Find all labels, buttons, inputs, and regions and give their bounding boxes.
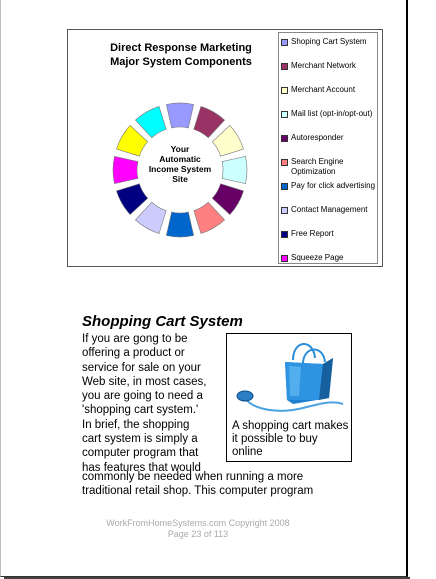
pie-slice <box>135 202 166 233</box>
pie-slice <box>116 184 147 215</box>
body-line: traditional retail shop. This computer program <box>82 485 314 498</box>
pie-slice <box>113 156 138 183</box>
center-label-line: Site <box>172 174 188 184</box>
body-line: If you are gong to be <box>82 333 188 345</box>
legend-label: Pay for click advertising <box>291 181 376 190</box>
legend-entry <box>281 85 377 95</box>
figure-box <box>226 333 352 462</box>
legend-label: Merchant Network <box>291 61 356 70</box>
legend-label: Merchant Account <box>291 85 356 94</box>
section-heading: Shopping Cart System <box>82 313 243 330</box>
page-margin <box>410 0 436 579</box>
legend-label: Autoresponder <box>291 133 344 142</box>
pie-slice <box>166 212 193 237</box>
pie-slice <box>166 103 193 128</box>
legend-label: Search Engine Optimization <box>291 157 344 176</box>
body-text-full <box>82 470 352 499</box>
body-text-wrapped <box>82 332 222 475</box>
footer-page-number: Page 23 of 113 <box>167 529 229 539</box>
body-line: cart system is simply a <box>82 433 198 446</box>
center-label-line: Income System <box>148 164 212 174</box>
legend-label: Squeeze Page <box>291 253 344 262</box>
legend-swatch <box>281 183 288 190</box>
pie-slice <box>194 106 225 137</box>
legend-entry <box>281 37 377 47</box>
chart-legend <box>278 32 378 264</box>
pie-slice <box>212 125 243 156</box>
body-line: commonly be needed when running a more <box>82 471 304 483</box>
legend-swatch <box>281 87 288 94</box>
legend-entry <box>281 133 377 143</box>
body-line: In brief, the shopping <box>82 418 190 431</box>
chart-title-line: Major System Components <box>110 56 252 68</box>
body-line: offering a product or <box>82 347 185 360</box>
legend-entry <box>281 229 377 239</box>
legend-entry <box>281 181 377 191</box>
center-label-line: Your <box>170 144 190 154</box>
legend-entry <box>281 109 377 119</box>
body-line: 'shopping cart system.' <box>82 404 199 417</box>
pie-slice <box>222 156 247 183</box>
shopping-bag-with-mouse-icon <box>227 334 353 420</box>
legend-swatch <box>281 255 288 262</box>
legend-label: Contact Management <box>291 205 368 214</box>
legend-entry <box>281 61 377 71</box>
legend-swatch <box>281 231 288 238</box>
chart-title <box>101 41 261 69</box>
legend-entry <box>281 253 377 263</box>
legend-swatch <box>281 63 288 70</box>
footer-copyright: WorkFromHomeSystems.com Copyright 2008 <box>106 518 290 528</box>
legend-label: Mail list (opt-in/opt-out) <box>291 109 373 118</box>
body-line: service for sale on your <box>82 361 201 374</box>
pie-slice <box>135 106 166 137</box>
legend-swatch <box>281 39 288 46</box>
body-line: you are going to need a <box>82 390 203 403</box>
legend-swatch <box>281 111 288 118</box>
pie-chart <box>88 78 272 262</box>
legend-label: Free Report <box>291 229 334 238</box>
pie-slice <box>116 125 147 156</box>
legend-label: Shoping Cart System <box>291 37 367 46</box>
body-line: computer program that <box>82 447 199 460</box>
body-line: Web site, in most cases, <box>82 375 207 388</box>
figure-caption: A shopping cart makes it possible to buy online <box>232 420 349 458</box>
pie-slice <box>212 184 243 215</box>
legend-entry <box>281 157 377 177</box>
legend-swatch <box>281 159 288 166</box>
pie-slice <box>194 202 225 233</box>
legend-swatch <box>281 207 288 214</box>
center-label-line: Automatic <box>159 154 201 164</box>
page-footer <box>80 518 316 540</box>
chart-title-line: Direct Response Marketing <box>110 42 252 54</box>
body-line: has features that would <box>82 461 201 474</box>
legend-entry <box>281 205 377 215</box>
legend-swatch <box>281 135 288 142</box>
